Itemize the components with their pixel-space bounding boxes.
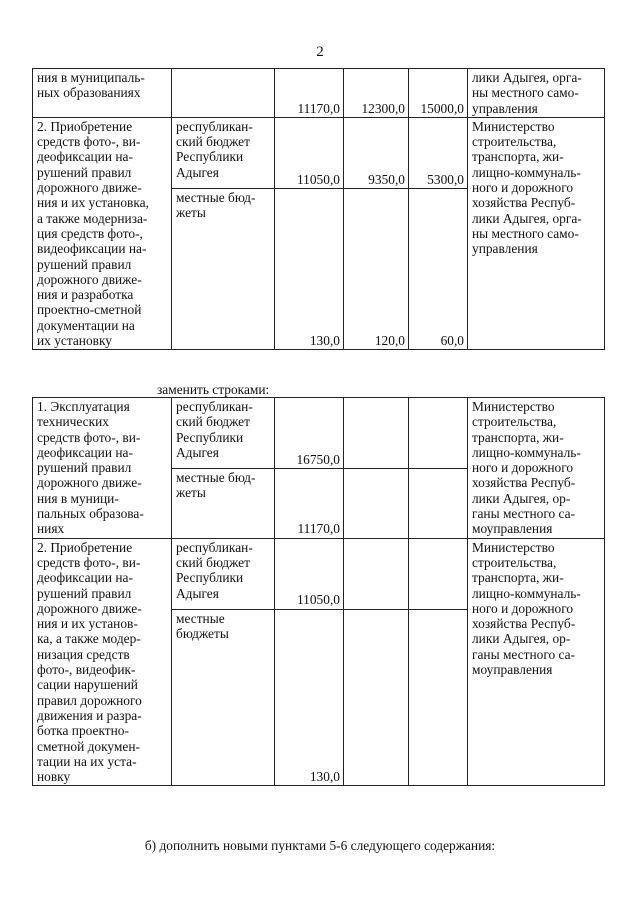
amount-cell: 16750,0 bbox=[275, 398, 344, 469]
amount-cell bbox=[344, 609, 409, 786]
amount-cell: 9350,0 bbox=[344, 117, 409, 188]
amount-cell: 5300,0 bbox=[409, 117, 468, 188]
amount-cell bbox=[344, 538, 409, 609]
table-row bbox=[33, 538, 605, 609]
table-row bbox=[33, 398, 605, 469]
amount-cell: 11170,0 bbox=[275, 469, 344, 539]
measure-description: 1. Эксплуатация технических средств фото-, ви- деофиксации на- рушений правил дорожного движе- ния в муници- пальных образова- ниях bbox=[33, 398, 172, 539]
old-rows-table bbox=[32, 68, 605, 350]
measure-description: 2. Приобретение средств фото-, ви- деофиксации на- рушений правил дорожного движе- ния и их установ- ка, а также модер- низация средств фото-, видеофик- сации нарушений правил дорожного движения и разра- ботка проектно- сметной докумен- тации на их уста- новку bbox=[33, 538, 172, 786]
amount-cell: 130,0 bbox=[275, 609, 344, 786]
page-number: 2 bbox=[316, 44, 324, 60]
table-row bbox=[33, 69, 605, 118]
amount-cell bbox=[409, 469, 468, 539]
amount-cell: 12300,0 bbox=[344, 69, 409, 118]
amount-cell bbox=[409, 398, 468, 469]
table-row bbox=[33, 117, 605, 188]
funding-source: республикан- ский бюджет Республики Адыгея bbox=[172, 538, 275, 609]
funding-source: республикан- ский бюджет Республики Адыгея bbox=[172, 398, 275, 469]
executor-cell: Министерство строительства, транспорта, жи- лищно-коммуналь- ного и дорожного хозяйства Респуб- лики Адыгея, орга- ны местного само- управления bbox=[468, 117, 605, 349]
amount-cell: 15000,0 bbox=[409, 69, 468, 118]
new-rows-table bbox=[32, 397, 605, 786]
funding-source: местные бюджеты bbox=[172, 609, 275, 786]
amendment-footer-text: б) дополнить новыми пунктами 5-6 следующего содержания: bbox=[144, 838, 496, 853]
executor-cell: лики Адыгея, орга- ны местного само- управления bbox=[468, 69, 605, 118]
executor-cell: Министерство строительства, транспорта, жи- лищно-коммуналь- ного и дорожного хозяйства Респуб- лики Адыгея, ор- ганы местного са- моуправления bbox=[468, 398, 605, 539]
measure-description: ния в муниципаль- ных образованиях bbox=[33, 69, 172, 118]
amount-cell bbox=[344, 398, 409, 469]
amount-cell bbox=[409, 609, 468, 786]
amount-cell bbox=[409, 538, 468, 609]
funding-source: местные бюд- жеты bbox=[172, 469, 275, 539]
amount-cell: 11050,0 bbox=[275, 538, 344, 609]
funding-source bbox=[172, 69, 275, 118]
amount-cell bbox=[344, 469, 409, 539]
replace-caption: заменить строками: bbox=[157, 382, 270, 397]
amount-cell: 11050,0 bbox=[275, 117, 344, 188]
funding-source: местные бюд- жеты bbox=[172, 188, 275, 349]
amount-cell: 60,0 bbox=[409, 188, 468, 349]
measure-description: 2. Приобретение средств фото-, ви- деофиксации на- рушений правил дорожного движе- ния и их установка, а также модерниза- ция средств фото-, видеофиксации на- рушений правил дорожного движе- ния и разработка проектно-сметной документации на их установку bbox=[33, 117, 172, 349]
executor-cell: Министерство строительства, транспорта, жи- лищно-коммуналь- ного и дорожного хозяйства Респуб- лики Адыгея, ор- ганы местного са- моуправления bbox=[468, 538, 605, 786]
amount-cell: 11170,0 bbox=[275, 69, 344, 118]
amount-cell: 120,0 bbox=[344, 188, 409, 349]
amount-cell: 130,0 bbox=[275, 188, 344, 349]
funding-source: республикан- ский бюджет Республики Адыгея bbox=[172, 117, 275, 188]
